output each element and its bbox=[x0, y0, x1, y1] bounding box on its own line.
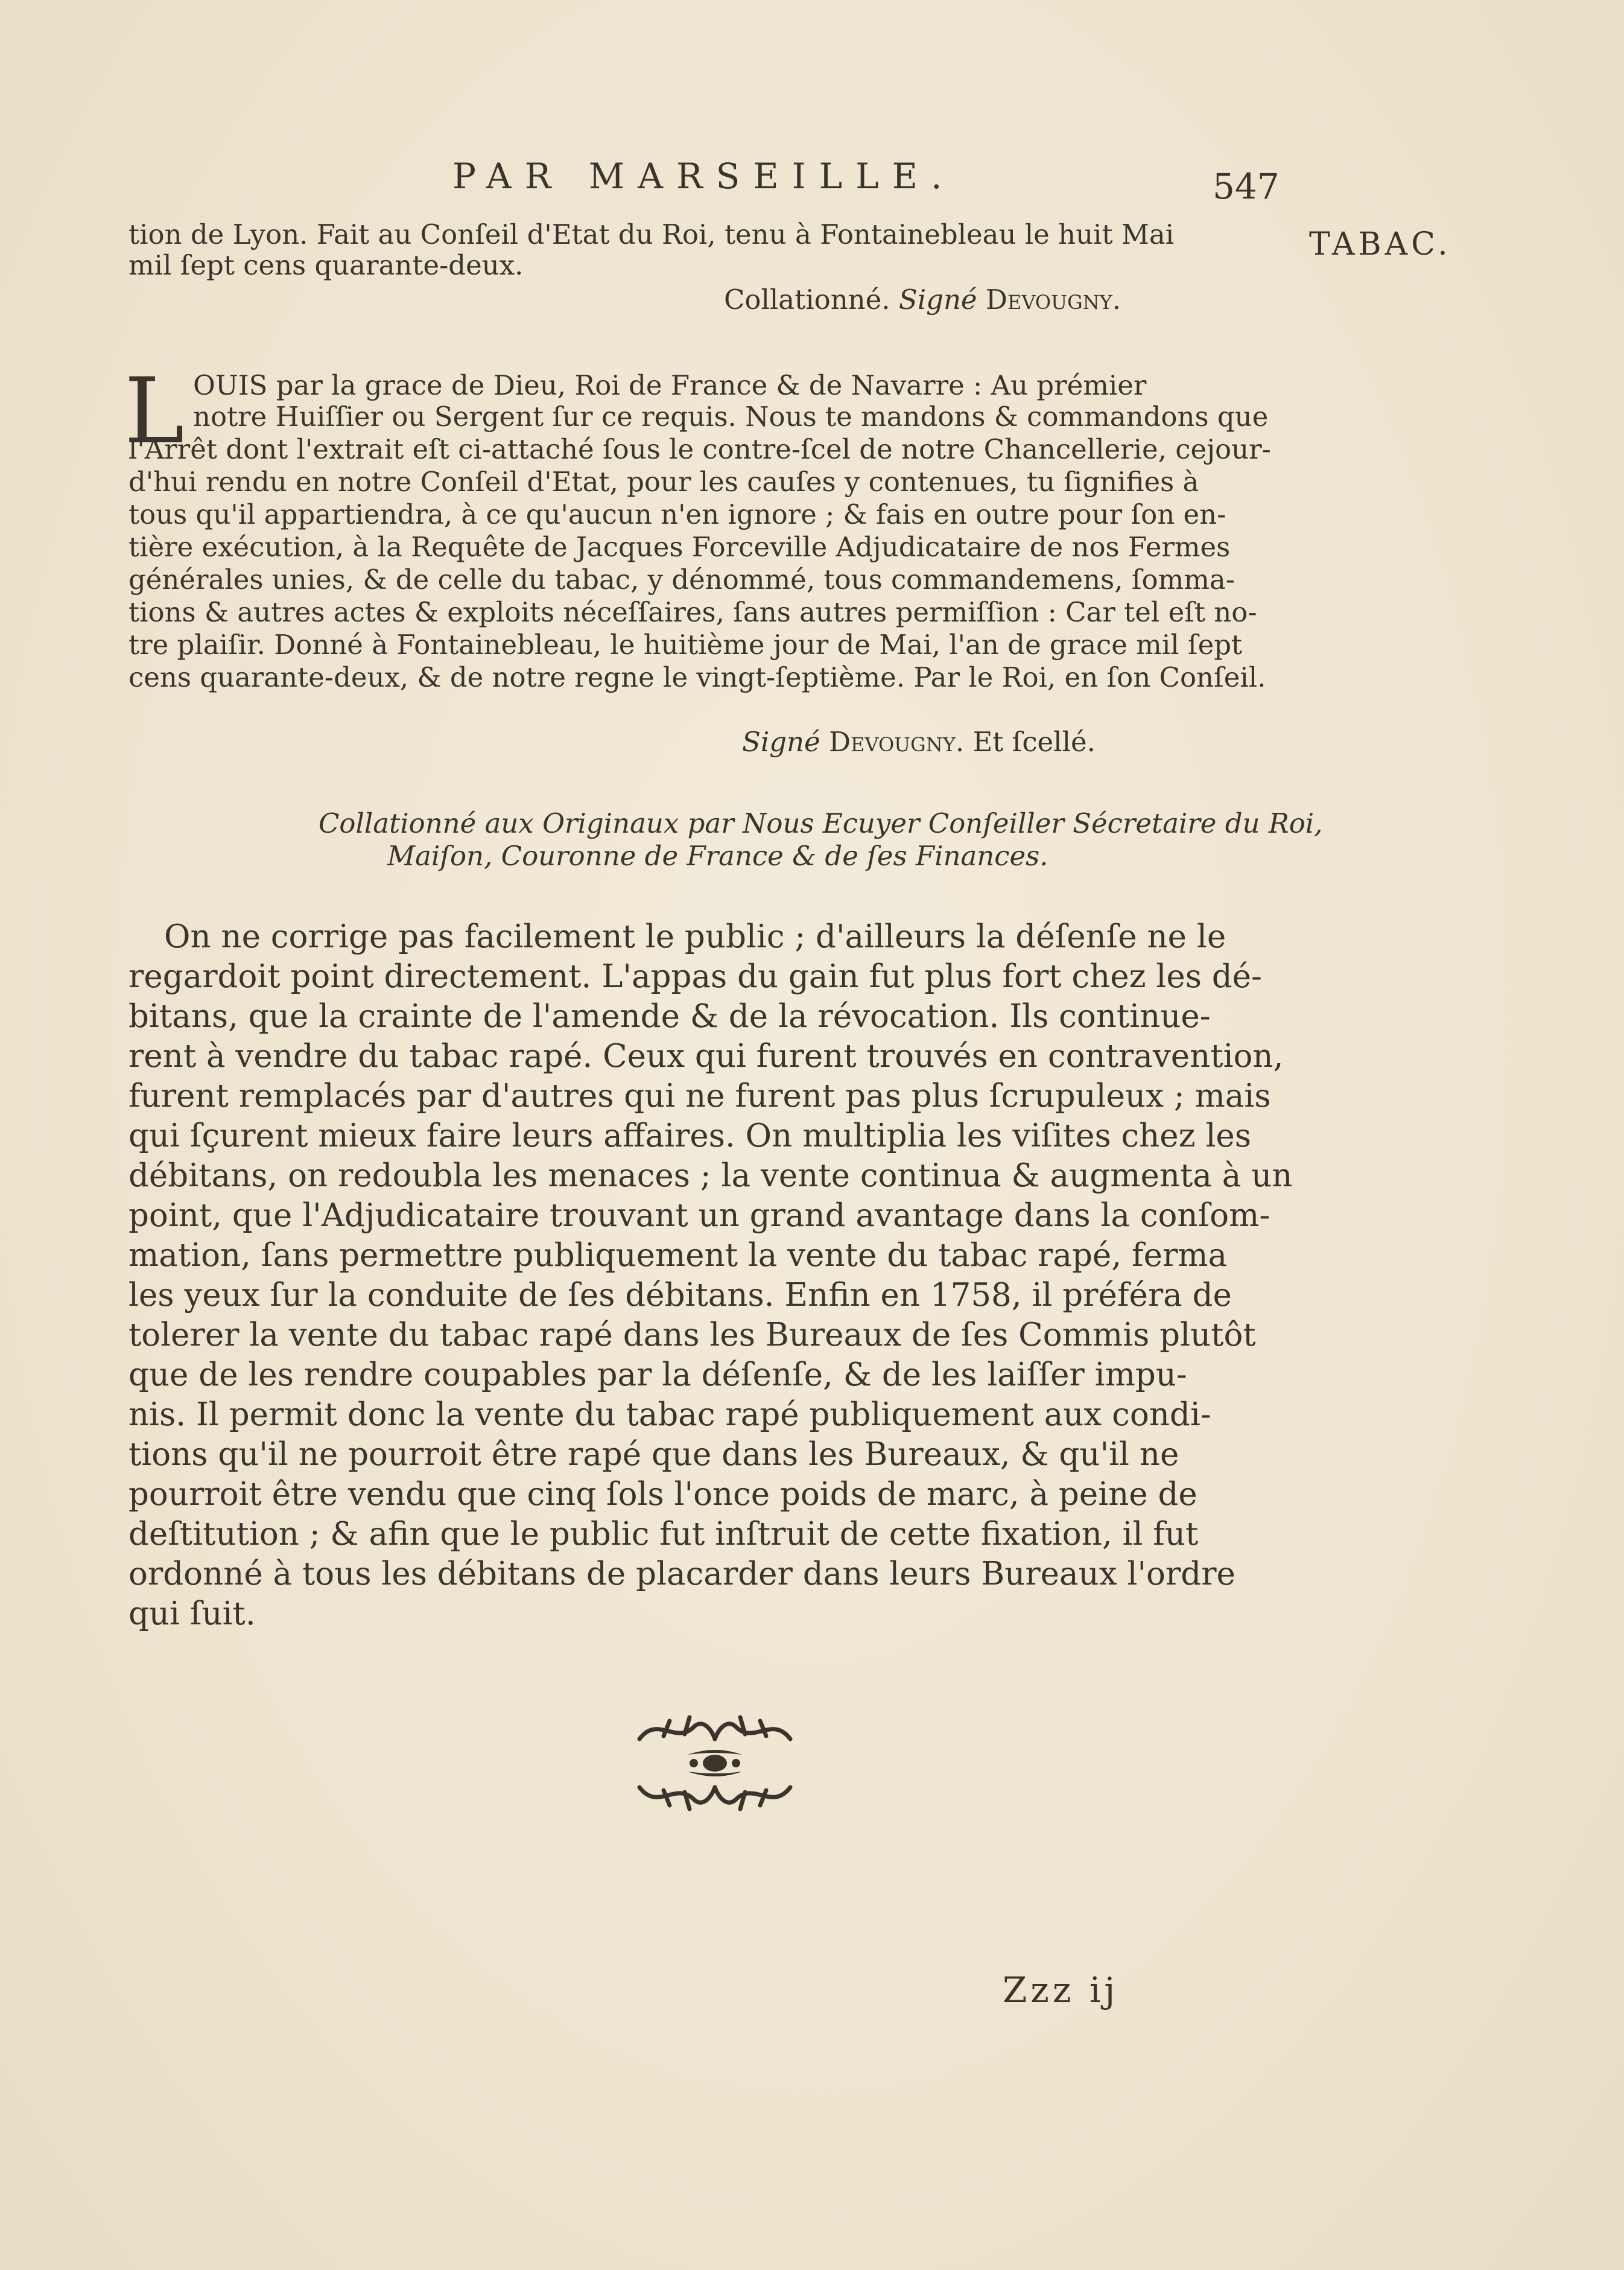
commentary-line: pourroit être vendu que cinq ſols l'once poids de marc, à peine de bbox=[128, 1476, 1197, 1513]
commentary-line: tolerer la vente du tabac rapé dans les Bureaux de ſes Commis plutôt bbox=[128, 1317, 1256, 1353]
commentary-line: nis. Il permit donc la vente du tabac rapé publiquement aux condi- bbox=[128, 1396, 1211, 1433]
commentary-line: les yeux ſur la conduite de ſes débitans. Enfin en 1758, il préféra de bbox=[128, 1277, 1232, 1314]
fleuron-ornament-icon bbox=[627, 1703, 802, 1823]
signature-block bbox=[742, 726, 1096, 758]
seal-text: Et ſcellé. bbox=[972, 726, 1096, 758]
commentary-line: que de les rendre coupables par la déſenſe, & de les laiſſer impu- bbox=[128, 1356, 1187, 1393]
text-line: générales unies, & de celle du tabac, y dénommé, tous commandemens, ſomma- bbox=[128, 564, 1235, 596]
commentary-line: regardoit point directement. L'appas du gain fut plus fort chez les dé- bbox=[128, 958, 1262, 995]
commentary-line: rent à vendre du tabac rapé. Ceux qui furent trouvés en contravention, bbox=[128, 1038, 1284, 1075]
text-line: tière exécution, à la Requête de Jacques Forceville Adjudicataire de nos Fermes bbox=[128, 531, 1231, 563]
drop-cap: L bbox=[124, 359, 185, 464]
text-line: tions & autres actes & exploits néceſſaires, ſans autres permiſſion : Car tel eſt no- bbox=[128, 596, 1257, 628]
commentary-line: tions qu'il ne pourroit être rapé que dans les Bureaux, & qu'il ne bbox=[128, 1436, 1179, 1473]
signatory-name: Devougny. bbox=[985, 284, 1121, 316]
collationne-label: Collationné. bbox=[724, 284, 890, 316]
commentary-line: furent remplacés par d'autres qui ne furent pas plus ſcrupuleux ; mais bbox=[128, 1078, 1271, 1114]
commentary-line: bitans, que la crainte de l'amende & de la révocation. Ils continue- bbox=[128, 998, 1211, 1035]
margin-note: TABAC. bbox=[1309, 226, 1451, 262]
decree-ending bbox=[128, 219, 1174, 281]
commentary-line: qui ſuit. bbox=[128, 1595, 256, 1632]
text-line: tion de Lyon. Fait au Conſeil d'Etat du Roi, tenu à Fontainebleau le huit Mai bbox=[128, 218, 1175, 250]
text-line: OUIS par la grace de Dieu, Roi de France & de Navarre : Au prémier bbox=[193, 369, 1147, 401]
collation-line: Maiſon, Couronne de France & de ſes Finances. bbox=[387, 840, 1048, 872]
text-line: cens quarante-deux, & de notre regne le vingt-ſeptième. Par le Roi, en ſon Conſeil. bbox=[128, 661, 1266, 693]
signe-label: Signé bbox=[898, 284, 977, 316]
commentary-line: ordonné à tous les débitans de placarder dans leurs Bureaux l'ordre bbox=[128, 1556, 1235, 1592]
signature-mark: Zzz ij bbox=[1003, 1970, 1119, 2011]
text-line: mil ſept cens quarante-deux. bbox=[128, 249, 524, 281]
commentary-line: débitans, on redoubla les menaces ; la vente continua & augmenta à un bbox=[128, 1157, 1293, 1194]
signe-label: Signé bbox=[742, 726, 820, 758]
commentary-line: point, que l'Adjudicataire trouvant un grand avantage dans la conſom- bbox=[128, 1197, 1270, 1234]
text-line: tous qu'il appartiendra, à ce qu'aucun n'en ignore ; & fais en outre pour ſon en- bbox=[128, 498, 1226, 530]
commentary-line: qui ſçurent mieux faire leurs affaires. On multiplia les viſites chez les bbox=[128, 1118, 1251, 1154]
commentary-line: On ne corrige pas facilement le public ; d'ailleurs la déſenſe ne le bbox=[164, 918, 1226, 955]
text-line: l'Arrêt dont l'extrait eſt ci-attaché ſous le contre-ſcel de notre Chancellerie, cejour- bbox=[128, 433, 1271, 465]
text-line: tre plaiſir. Donné à Fontainebleau, le huitième jour de Mai, l'an de grace mil ſept bbox=[128, 629, 1243, 661]
commentary-line: mation, ſans permettre publiquement la vente du tabac rapé, ferma bbox=[128, 1237, 1228, 1274]
text-line: d'hui rendu en notre Conſeil d'Etat, pour les cauſes y contenues, tu ſignifies à bbox=[128, 466, 1199, 498]
signatory-name: Devougny. bbox=[828, 726, 965, 758]
collation-signature-1 bbox=[724, 284, 1121, 316]
commentary-line: deſtitution ; & afin que le public fut inſtruit de cette fixation, il fut bbox=[128, 1516, 1199, 1553]
text-line: notre Huiſſier ou Sergent ſur ce requis. Nous te mandons & commandons que bbox=[193, 401, 1269, 433]
collation-line: Collationné aux Originaux par Nous Ecuyer Conſeiller Sécretaire du Roi, bbox=[319, 807, 1323, 839]
running-head: PAR MARSEILLE. bbox=[452, 156, 956, 197]
page-number: 547 bbox=[1213, 166, 1280, 207]
